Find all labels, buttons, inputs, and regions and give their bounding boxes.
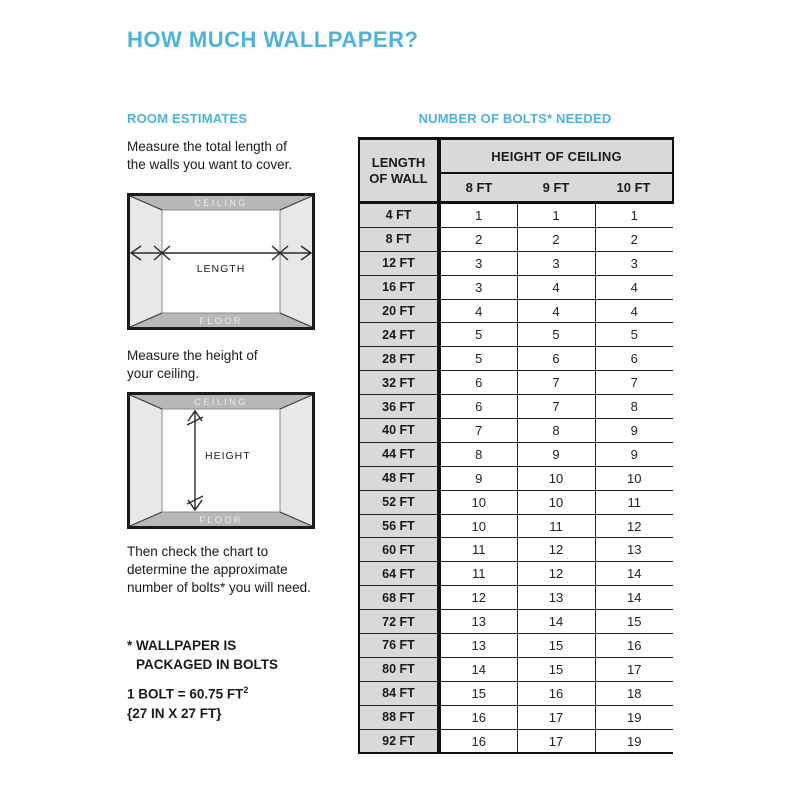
footnote-line: PACKAGED IN BOLTS	[136, 657, 279, 672]
bolts-table	[358, 137, 674, 754]
bolts-cell-10ft: 19	[595, 729, 673, 753]
bolts-cell-10ft: 14	[595, 562, 673, 586]
bolts-cell-9ft: 16	[517, 681, 595, 705]
bolts-cell-10ft: 6	[595, 347, 673, 371]
bolts-cell-10ft: 19	[595, 705, 673, 729]
bolts-table-body	[359, 203, 673, 754]
bolts-cell-9ft: 15	[517, 634, 595, 658]
bolts-cell-9ft: 6	[517, 347, 595, 371]
bolts-cell-8ft: 13	[439, 610, 517, 634]
bolts-cell-10ft: 2	[595, 227, 673, 251]
instruction-step-1	[127, 138, 292, 174]
bolts-cell-8ft: 8	[439, 442, 517, 466]
bolts-cell-9ft: 11	[517, 514, 595, 538]
instruction-line: Then check the chart to	[127, 544, 269, 559]
wall-length-cell: 32 FT	[359, 371, 439, 395]
ceiling-label: CEILING	[194, 397, 248, 407]
table-row	[359, 657, 673, 681]
wall-length-cell: 64 FT	[359, 562, 439, 586]
bolts-cell-8ft: 15	[439, 681, 517, 705]
bolts-cell-10ft: 11	[595, 490, 673, 514]
wall-length-cell: 84 FT	[359, 681, 439, 705]
instruction-line: determine the approximate	[127, 562, 288, 577]
length-measure-label: LENGTH	[196, 263, 246, 275]
bolts-cell-8ft: 16	[439, 705, 517, 729]
bolts-cell-10ft: 4	[595, 275, 673, 299]
height-diagram	[127, 392, 315, 534]
wall-length-cell: 8 FT	[359, 227, 439, 251]
bolts-cell-8ft: 2	[439, 227, 517, 251]
bolt-equation	[127, 681, 248, 704]
bolts-cell-10ft: 10	[595, 466, 673, 490]
bolts-cell-10ft: 4	[595, 299, 673, 323]
bolts-cell-8ft: 14	[439, 657, 517, 681]
bolts-cell-9ft: 15	[517, 657, 595, 681]
col-header-10ft: 10 FT	[595, 173, 673, 203]
bolts-cell-10ft: 9	[595, 419, 673, 443]
length-of-wall-line: OF WALL	[369, 170, 428, 186]
bolts-cell-8ft: 5	[439, 347, 517, 371]
table-row	[359, 634, 673, 658]
bolts-cell-10ft: 15	[595, 610, 673, 634]
bolts-cell-8ft: 6	[439, 371, 517, 395]
table-row	[359, 371, 673, 395]
table-row	[359, 538, 673, 562]
bolts-cell-8ft: 4	[439, 299, 517, 323]
bolts-cell-10ft: 18	[595, 681, 673, 705]
wall-length-cell: 76 FT	[359, 634, 439, 658]
floor-label: FLOOR	[199, 515, 243, 525]
length-diagram-svg	[127, 193, 315, 330]
bolt-size-note	[127, 681, 248, 723]
wall-length-cell: 4 FT	[359, 203, 439, 228]
bolts-cell-10ft: 9	[595, 442, 673, 466]
bolt-dimensions: {27 IN X 27 FT}	[127, 705, 222, 721]
wall-length-cell: 44 FT	[359, 442, 439, 466]
bolts-cell-8ft: 6	[439, 395, 517, 419]
bolts-cell-8ft: 10	[439, 514, 517, 538]
bolts-cell-10ft: 3	[595, 251, 673, 275]
instruction-line: your ceiling.	[127, 366, 200, 381]
table-row	[359, 275, 673, 299]
room-estimates-heading: ROOM ESTIMATES	[127, 111, 248, 126]
bolts-cell-9ft: 13	[517, 586, 595, 610]
wall-length-cell: 88 FT	[359, 705, 439, 729]
bolts-cell-9ft: 3	[517, 251, 595, 275]
wall-length-cell: 92 FT	[359, 729, 439, 753]
wall-length-cell: 60 FT	[359, 538, 439, 562]
wallpaper-footnote	[127, 636, 278, 674]
wall-length-cell: 24 FT	[359, 323, 439, 347]
height-diagram-svg	[127, 392, 315, 529]
col-group-height-of-ceiling: HEIGHT OF CEILING	[439, 139, 673, 174]
bolts-cell-9ft: 10	[517, 466, 595, 490]
length-diagram	[127, 193, 315, 335]
bolts-cell-9ft: 7	[517, 371, 595, 395]
bolts-cell-8ft: 9	[439, 466, 517, 490]
bolts-cell-9ft: 14	[517, 610, 595, 634]
bolt-equation-text: 1 BOLT = 60.75 FT	[127, 686, 244, 702]
bolts-cell-8ft: 10	[439, 490, 517, 514]
table-row	[359, 203, 673, 228]
bolts-cell-10ft: 7	[595, 371, 673, 395]
table-row	[359, 395, 673, 419]
instruction-line: Measure the height of	[127, 348, 258, 363]
table-title: NUMBER OF BOLTS* NEEDED	[418, 111, 612, 126]
table-row	[359, 347, 673, 371]
table-row	[359, 490, 673, 514]
bolt-equation-exponent: 2	[243, 685, 249, 695]
wall-length-cell: 16 FT	[359, 275, 439, 299]
bolts-cell-8ft: 7	[439, 419, 517, 443]
table-row	[359, 442, 673, 466]
bolts-cell-9ft: 8	[517, 419, 595, 443]
bolts-cell-9ft: 17	[517, 705, 595, 729]
table-row	[359, 323, 673, 347]
bolts-cell-8ft: 5	[439, 323, 517, 347]
floor-label: FLOOR	[199, 316, 243, 326]
instruction-line: the walls you want to cover.	[127, 157, 293, 172]
wall-length-cell: 48 FT	[359, 466, 439, 490]
table-row	[359, 227, 673, 251]
table-row	[359, 466, 673, 490]
bolts-cell-10ft: 14	[595, 586, 673, 610]
bolts-cell-10ft: 17	[595, 657, 673, 681]
ceiling-label: CEILING	[194, 198, 248, 208]
wall-length-cell: 20 FT	[359, 299, 439, 323]
bolts-cell-9ft: 4	[517, 299, 595, 323]
table-row	[359, 729, 673, 753]
bolts-cell-8ft: 3	[439, 275, 517, 299]
bolts-cell-8ft: 12	[439, 586, 517, 610]
height-measure-label: HEIGHT	[205, 450, 251, 462]
bolts-cell-8ft: 13	[439, 634, 517, 658]
table-row	[359, 705, 673, 729]
bolts-cell-9ft: 12	[517, 562, 595, 586]
bolts-cell-9ft: 2	[517, 227, 595, 251]
bolts-cell-9ft: 4	[517, 275, 595, 299]
bolts-cell-10ft: 16	[595, 634, 673, 658]
table-row	[359, 299, 673, 323]
bolts-cell-9ft: 10	[517, 490, 595, 514]
back-wall	[162, 210, 280, 313]
footnote-line: * WALLPAPER IS	[127, 638, 237, 653]
page-title: HOW MUCH WALLPAPER?	[127, 27, 419, 52]
wall-length-cell: 56 FT	[359, 514, 439, 538]
bolts-cell-8ft: 1	[439, 203, 517, 228]
bolts-cell-10ft: 8	[595, 395, 673, 419]
bolts-cell-8ft: 16	[439, 729, 517, 753]
table-row	[359, 586, 673, 610]
bolts-cell-9ft: 5	[517, 323, 595, 347]
bolts-cell-10ft: 13	[595, 538, 673, 562]
wall-length-cell: 40 FT	[359, 419, 439, 443]
wall-length-cell: 28 FT	[359, 347, 439, 371]
wall-length-cell: 12 FT	[359, 251, 439, 275]
instruction-line: number of bolts* you will need.	[127, 580, 311, 595]
bolts-cell-8ft: 3	[439, 251, 517, 275]
bolts-cell-10ft: 5	[595, 323, 673, 347]
bolts-cell-9ft: 9	[517, 442, 595, 466]
col-header-length-of-wall	[359, 139, 439, 203]
table-row	[359, 610, 673, 634]
bolts-cell-10ft: 1	[595, 203, 673, 228]
wall-length-cell: 36 FT	[359, 395, 439, 419]
length-of-wall-line: LENGTH	[371, 154, 426, 170]
bolts-cell-9ft: 1	[517, 203, 595, 228]
table-row	[359, 251, 673, 275]
table-row	[359, 514, 673, 538]
instruction-line: Measure the total length of	[127, 139, 287, 154]
wall-length-cell: 80 FT	[359, 657, 439, 681]
bolts-cell-10ft: 12	[595, 514, 673, 538]
col-header-9ft: 9 FT	[517, 173, 595, 203]
table-row	[359, 681, 673, 705]
col-header-8ft: 8 FT	[439, 173, 517, 203]
table-row	[359, 562, 673, 586]
instruction-step-2	[127, 347, 258, 383]
bolts-cell-9ft: 7	[517, 395, 595, 419]
table-row	[359, 419, 673, 443]
bolts-cell-8ft: 11	[439, 538, 517, 562]
bolts-cell-9ft: 12	[517, 538, 595, 562]
bolts-cell-9ft: 17	[517, 729, 595, 753]
wall-length-cell: 68 FT	[359, 586, 439, 610]
wall-length-cell: 72 FT	[359, 610, 439, 634]
bolts-cell-8ft: 11	[439, 562, 517, 586]
wall-length-cell: 52 FT	[359, 490, 439, 514]
instruction-step-3	[127, 543, 311, 597]
